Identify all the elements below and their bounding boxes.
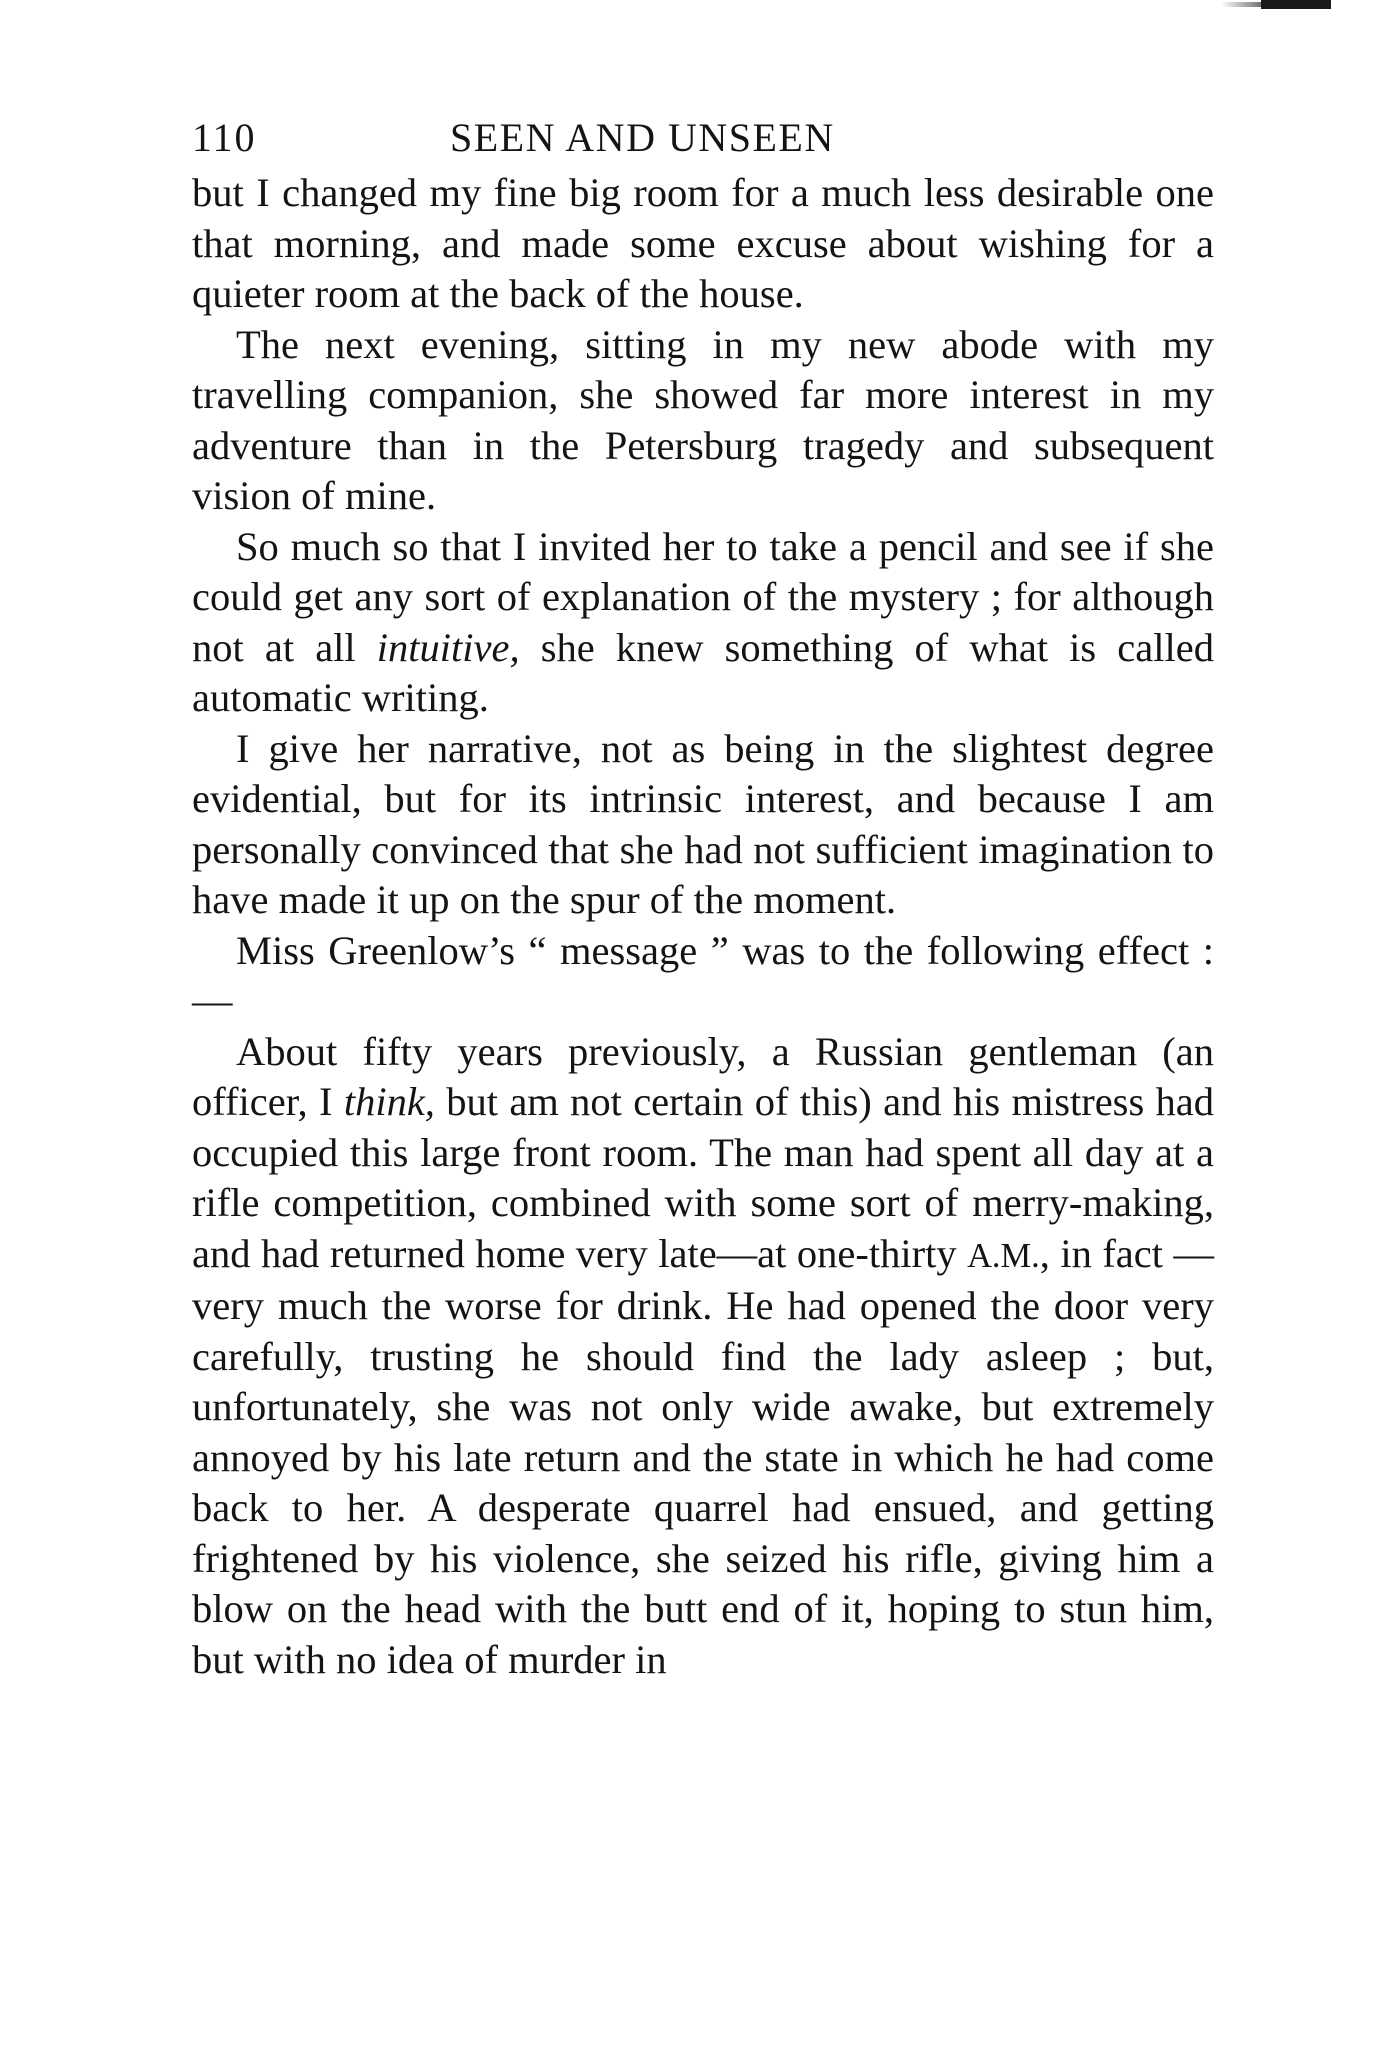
text-run: The next evening, sitting in my new abode with my travelling companion, she showed far more interest in my adventure than in the Petersburg tragedy and subsequent vision of mine. [192,321,1214,518]
paragraph [192,724,1214,926]
italic-text: think, [343,1079,435,1124]
text-run: So much so that I invited her to take a pencil and see if she could get any sort of explanation of the mystery ; for although not at all [192,523,1214,670]
text-run: About fifty years previously, a Russian gentleman (an officer, I [192,1028,1214,1124]
running-head [192,108,1214,168]
book-page [192,108,1214,1685]
body-text [192,168,1214,1685]
scan-edge-mark [1261,0,1331,9]
paragraph [192,522,1214,724]
paragraph [192,1027,1214,1686]
paragraph [192,320,1214,522]
italic-text: intuitive, [376,624,520,670]
text-run: I give her narrative, not as being in the slightest degree evidential, but for its intrinsic interest, and because I am personally convinced that she had not sufficient imagination to have made it up on the spur of the moment. [192,725,1214,922]
text-run: , in fact —very much the worse for drink. He had opened the door very carefully, trusting he should find the lady asleep ; but, unfortunately, she was not only wide awake, but extremely annoyed by his late return and the state in which he had come back to her. A desperate quarrel had ensued, and getting frightened by his violence, she seized his rifle, giving him a blow on the head with the butt end of it, hoping to stun him, but with no idea of murder in [192,1230,1214,1682]
paragraph [192,926,1214,1027]
page-number: 110 [192,115,257,160]
text-run: she knew something of what is called automatic writing. [192,624,1214,720]
text-run: Miss Greenlow’s “ message ” was to the following effect :— [192,927,1214,1023]
text-run: but I changed my fine big room for a much less desirable one that morning, and made some excuse about wishing for a quieter room at the back of the house. [192,170,1214,316]
small-caps-text: A.M. [967,1236,1040,1275]
running-title: SEEN AND UNSEEN [450,115,835,160]
paragraph-continuation [192,168,1214,320]
text-run: but am not certain of this) and his mistress had occupied this large front room. The man had spent all day at a rifle competition, combined with some sort of merry-making, and had returned home very late—at one-thirty [192,1079,1214,1276]
